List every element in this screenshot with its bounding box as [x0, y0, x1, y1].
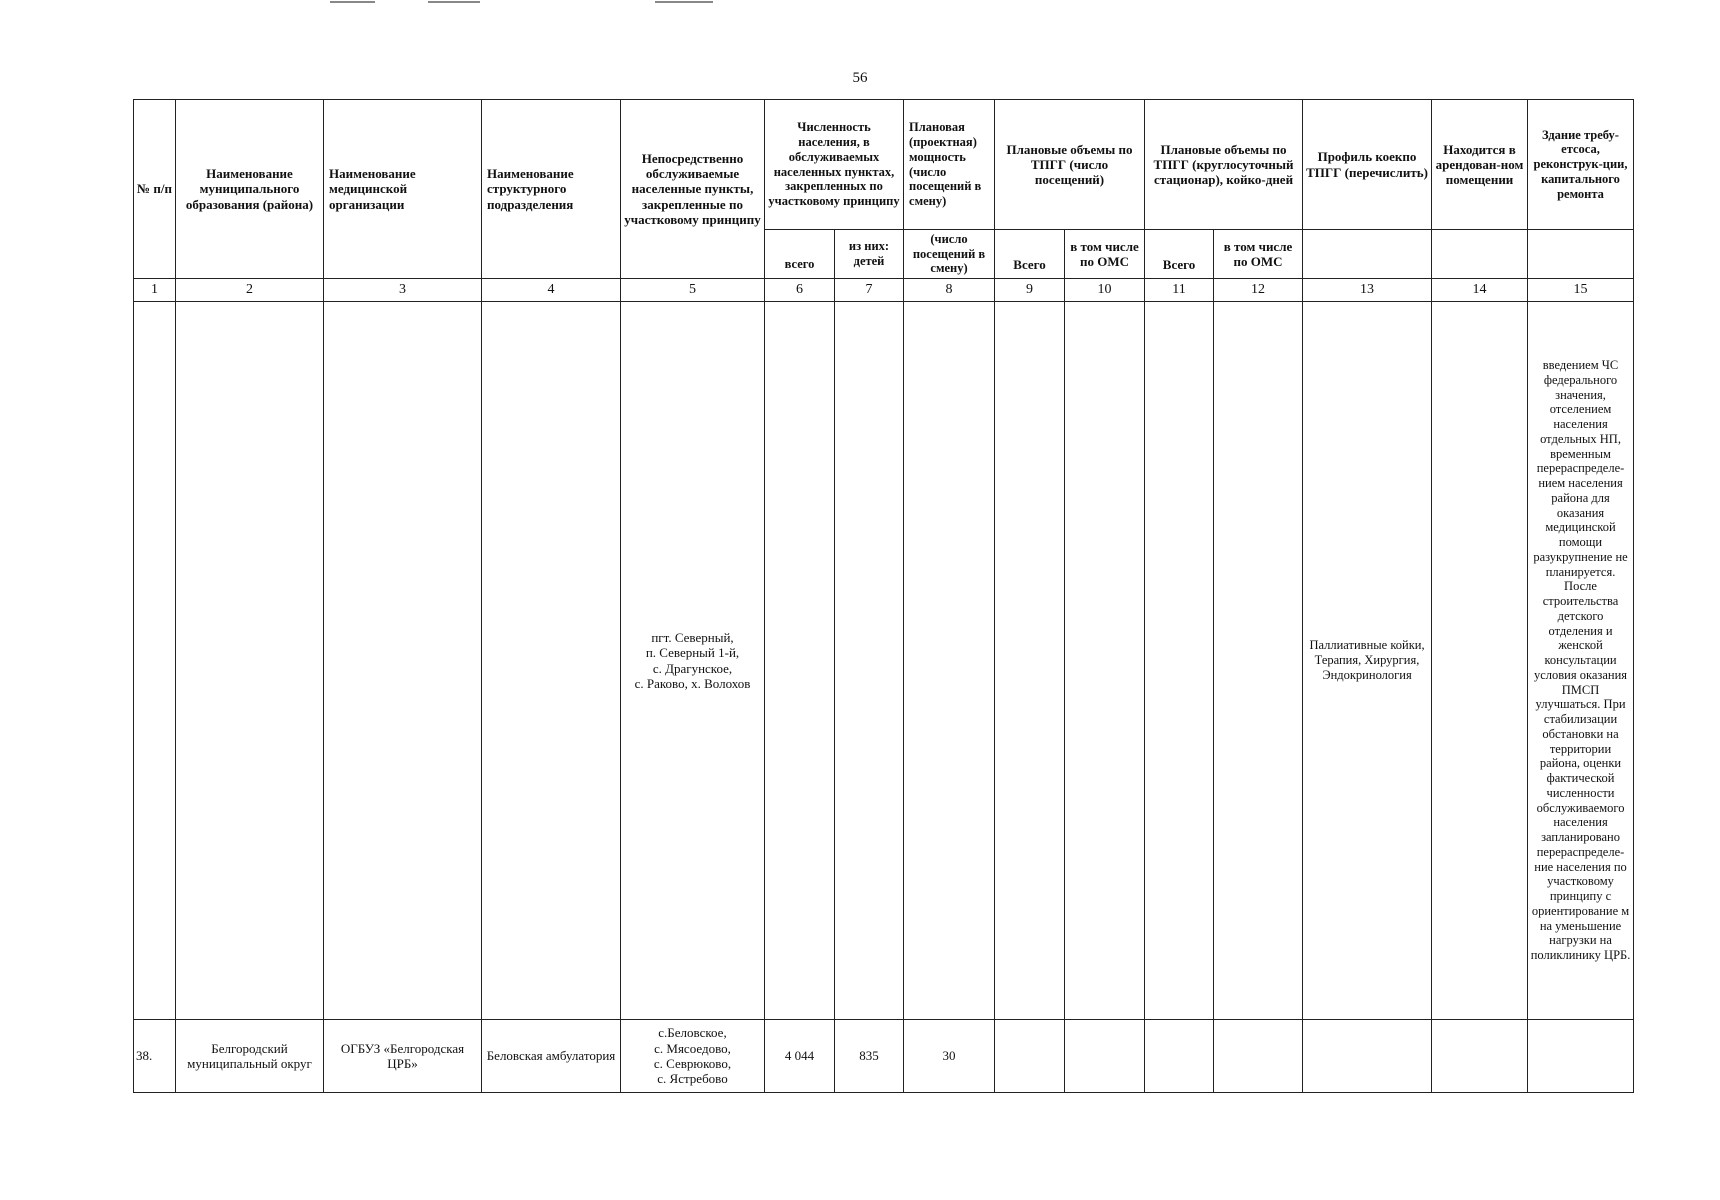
header-col-3: Наименование медицинской организации [324, 100, 482, 279]
page-number: 56 [852, 70, 868, 86]
cell-subdivision [482, 302, 621, 1020]
cell-subdivision: Беловская амбулатория [482, 1020, 621, 1093]
header-col-14: Находится в арендован-ном помещении [1432, 100, 1528, 230]
cell-visits-oms [1065, 1020, 1145, 1093]
column-number: 15 [1528, 279, 1634, 302]
column-number: 2 [176, 279, 324, 302]
cell-beddays-oms [1214, 302, 1303, 1020]
cell-beddays-total [1145, 1020, 1214, 1093]
column-number: 12 [1214, 279, 1303, 302]
header-col-13-sub [1303, 230, 1432, 279]
cell-number: 38. [134, 1020, 176, 1093]
column-number: 9 [995, 279, 1065, 302]
header-col-15: Здание требу-етсоса, реконструк-ции, капитального ремонта [1528, 100, 1634, 230]
header-col-4: Наименование структурного подразделения [482, 100, 621, 279]
cell-population-total: 4 044 [765, 1020, 835, 1093]
header-row-top [134, 100, 1634, 230]
cell-population-children: 835 [835, 1020, 904, 1093]
header-col-11: Всего [1145, 230, 1214, 279]
table-row [134, 1020, 1634, 1093]
header-visits-group: Плановые объемы по ТПГГ (число посещений) [995, 100, 1145, 230]
cell-visits-total [995, 1020, 1065, 1093]
cell-reconstruction: введением ЧС федерального значения, отселением населения отдельных НП, временным перераспределе-нием населения района для оказания медицинской помощи разукрупнение не планируется. После строительства детского отделения и женской консультации условия оказания ПМСП улучшаться. При стабилизации обстановки на территории района, оценки фактической численности обслуживаемого населения запланировано перераспределе-ние населения по участковому принципу с ориентирование м на уменьшение нагрузки на поликлинику ЦРБ. [1528, 302, 1634, 1020]
cell-municipality [176, 302, 324, 1020]
table-row [134, 302, 1634, 1020]
cell-population-total [765, 302, 835, 1020]
cell-rented [1432, 1020, 1528, 1093]
column-number: 13 [1303, 279, 1432, 302]
column-number: 5 [621, 279, 765, 302]
cell-settlements: с.Беловское, с. Мясоедово, с. Севрюково, с. Ястребово [621, 1020, 765, 1093]
cell-visits-oms [1065, 302, 1145, 1020]
column-number: 11 [1145, 279, 1214, 302]
cell-bed-profile [1303, 1020, 1432, 1093]
header-col-10: в том числе по ОМС [1065, 230, 1145, 279]
column-number-row [134, 279, 1634, 302]
header-col-9: Всего [995, 230, 1065, 279]
cell-capacity [904, 302, 995, 1020]
header-col-14-sub [1432, 230, 1528, 279]
header-population-group: Численность населения, в обслуживаемых населенных пунктах, закрепленных по участковому принципу [765, 100, 904, 230]
cell-organization [324, 302, 482, 1020]
cell-settlements: пгт. Северный, п. Северный 1-й, с. Драгунское, с. Раково, х. Волохов [621, 302, 765, 1020]
cell-municipality: Белгородский муниципальный округ [176, 1020, 324, 1093]
cell-rented [1432, 302, 1528, 1020]
header-col-15-sub [1528, 230, 1634, 279]
column-number: 4 [482, 279, 621, 302]
header-col-8-top: Плановая (проектная) мощность (число посещений в смену) [904, 100, 995, 230]
column-number: 3 [324, 279, 482, 302]
cell-beddays-total [1145, 302, 1214, 1020]
header-col-12: в том числе по ОМС [1214, 230, 1303, 279]
cell-beddays-oms [1214, 1020, 1303, 1093]
cell-visits-total [995, 302, 1065, 1020]
cell-capacity: 30 [904, 1020, 995, 1093]
header-col-5: Непосредственно обслуживаемые населенные пункты, закрепленные по участковому принципу [621, 100, 765, 279]
column-number: 8 [904, 279, 995, 302]
column-number: 7 [835, 279, 904, 302]
cell-number [134, 302, 176, 1020]
column-number: 14 [1432, 279, 1528, 302]
column-number: 10 [1065, 279, 1145, 302]
header-col-2: Наименование муниципального образования (района) [176, 100, 324, 279]
facilities-table [133, 99, 1634, 1093]
column-number: 6 [765, 279, 835, 302]
cell-population-children [835, 302, 904, 1020]
header-col-13: Профиль коекпо ТПГГ (перечислить) [1303, 100, 1432, 230]
header-col-7: из них: детей [835, 230, 904, 279]
cell-organization: ОГБУЗ «Белгородская ЦРБ» [324, 1020, 482, 1093]
cell-bed-profile: Паллиативные койки, Терапия, Хирургия, Эндокринология [1303, 302, 1432, 1020]
column-number: 1 [134, 279, 176, 302]
header-col-8-bottom: (число посещений в смену) [904, 230, 995, 279]
header-beddays-group: Плановые объемы по ТПГГ (круглосуточный стационар), койко-дней [1145, 100, 1303, 230]
header-col-6: всего [765, 230, 835, 279]
header-col-1: № п/п [134, 100, 176, 279]
cell-reconstruction [1528, 1020, 1634, 1093]
